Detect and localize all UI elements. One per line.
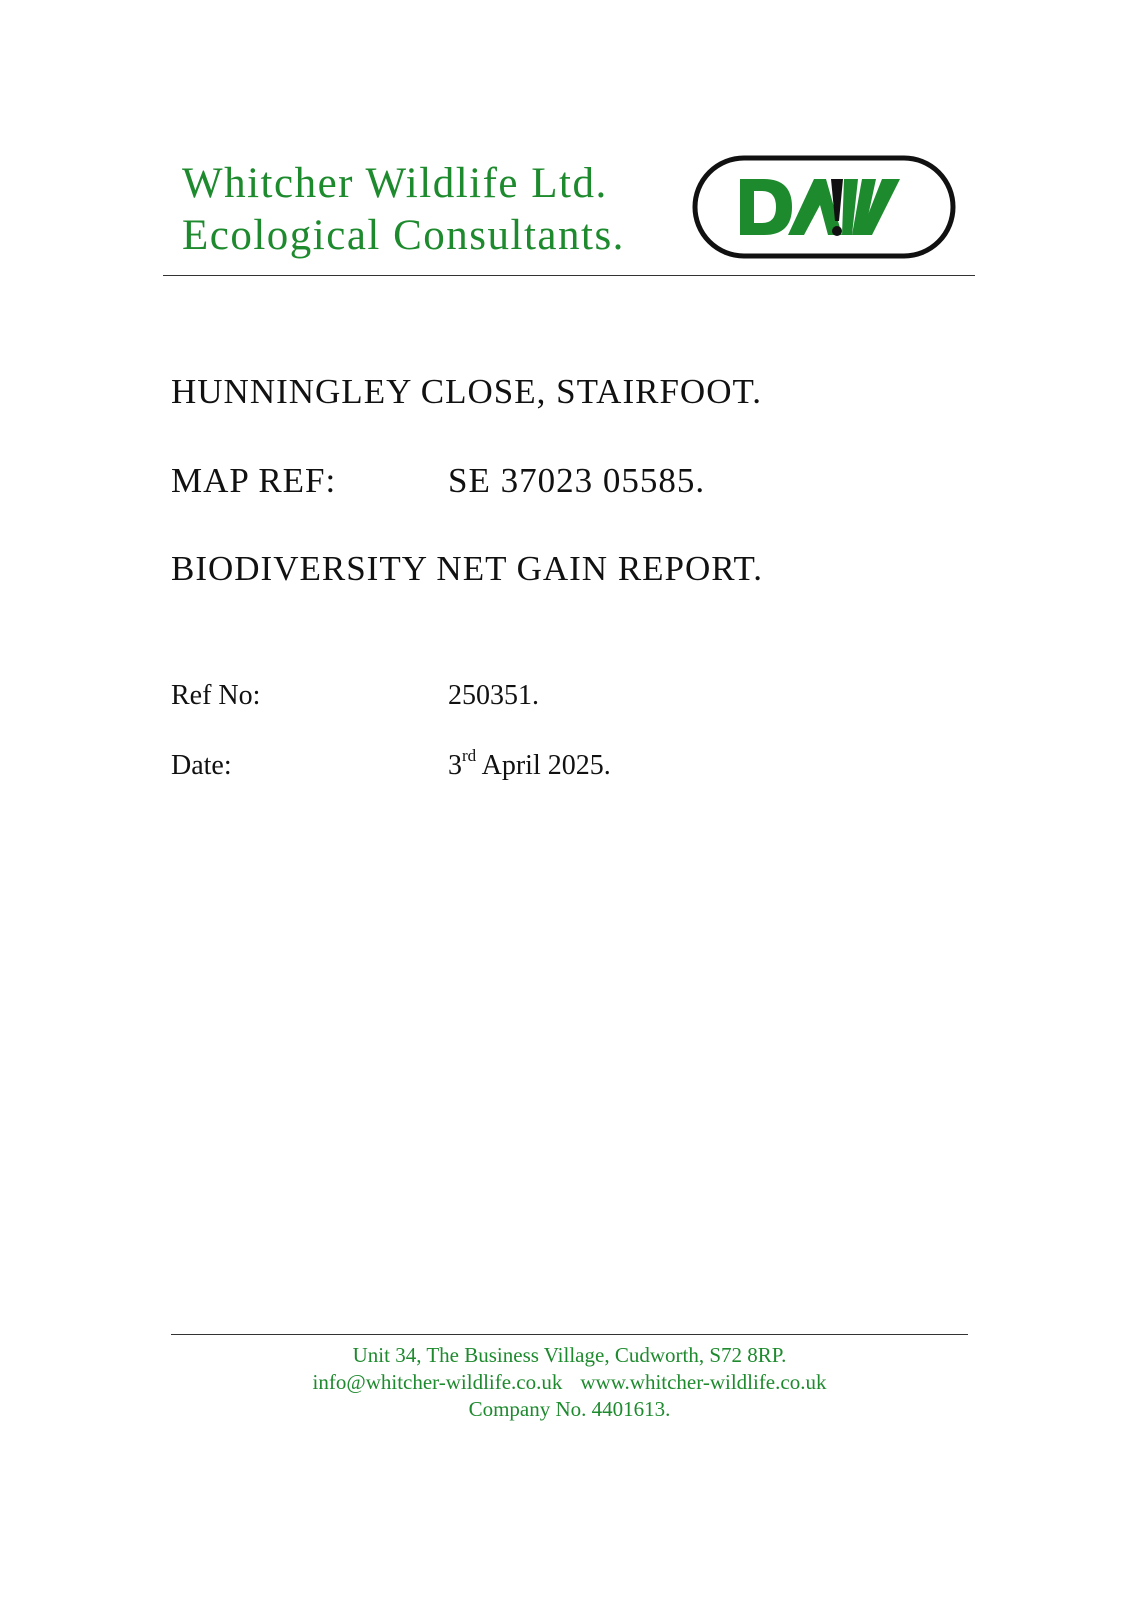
reference-number <box>171 680 539 712</box>
footer-divider <box>171 1334 968 1335</box>
site-title: HUNNINGLEY CLOSE, STAIRFOOT. <box>171 372 763 411</box>
report-date <box>171 746 611 782</box>
footer-website[interactable]: www.whitcher-wildlife.co.uk <box>580 1370 827 1394</box>
map-ref-label: MAP REF: <box>171 461 337 500</box>
ref-label: Ref No: <box>171 680 261 711</box>
date-value <box>448 746 611 782</box>
map-ref-value: SE 37023 05585. <box>448 461 706 500</box>
header-divider <box>163 275 975 276</box>
footer-address: Unit 34, The Business Village, Cudworth, S72 8RP. <box>352 1343 787 1367</box>
company-name-line1: Whitcher Wildlife Ltd. <box>182 160 608 207</box>
ref-value: 250351. <box>448 680 539 711</box>
report-title: BIODIVERSITY NET GAIN REPORT. <box>171 549 764 588</box>
footer-contact <box>171 1369 968 1396</box>
footer-company-number: Company No. 4401613. <box>468 1397 671 1421</box>
date-rest: April 2025. <box>476 750 611 781</box>
date-day: 3 <box>448 750 462 781</box>
date-label: Date: <box>171 750 232 781</box>
company-name <box>182 158 625 262</box>
company-name-line2: Ecological Consultants. <box>182 212 625 259</box>
footer-email[interactable]: info@whitcher-wildlife.co.uk <box>312 1370 563 1394</box>
footer <box>171 1342 968 1423</box>
company-logo-icon <box>692 155 956 259</box>
date-suffix: rd <box>462 746 477 765</box>
map-reference <box>171 461 706 501</box>
